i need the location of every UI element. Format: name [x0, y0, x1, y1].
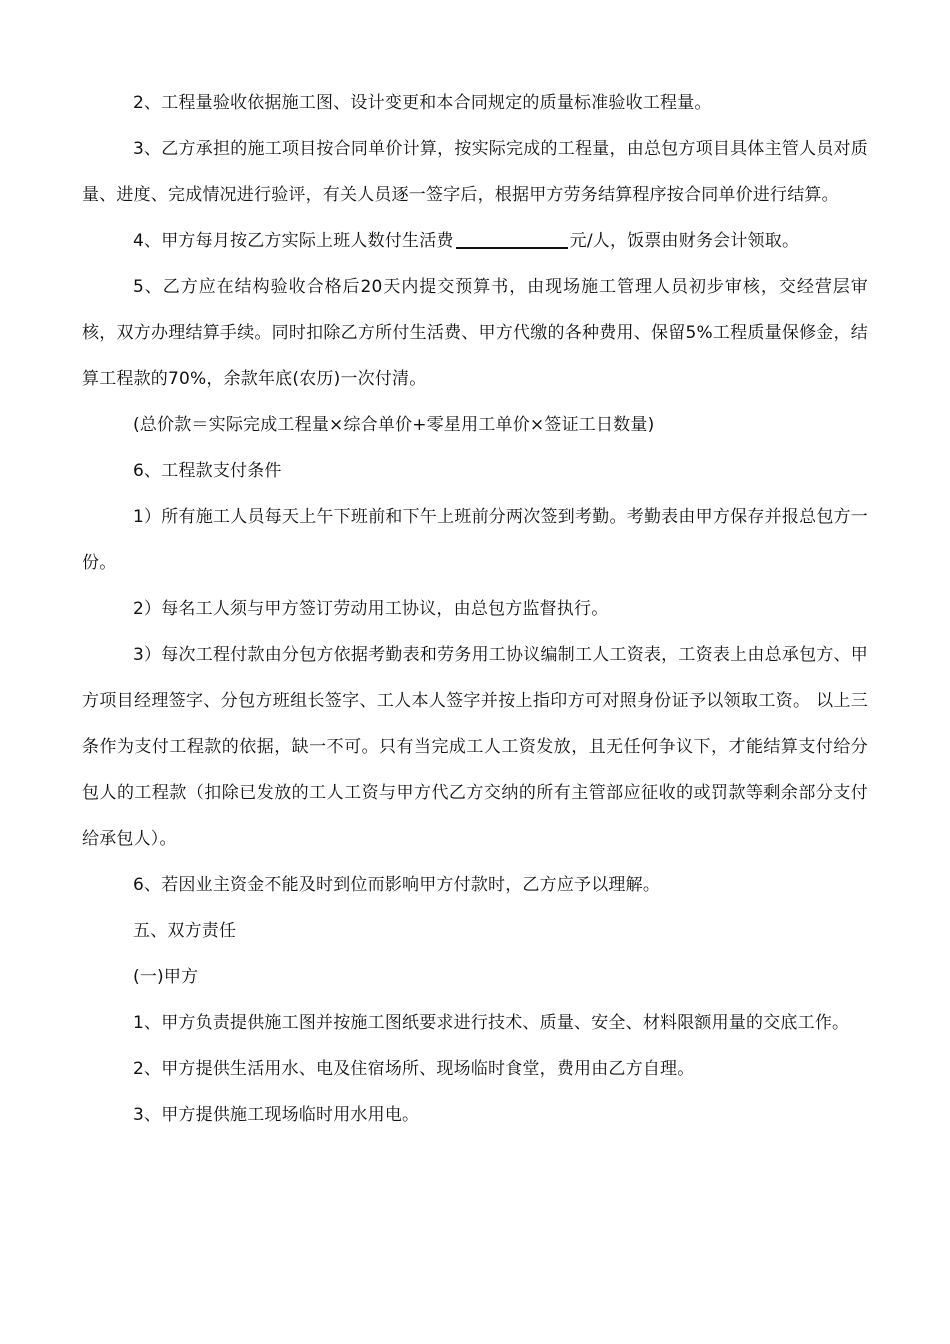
- living-allowance-text: 4、甲方每月按乙方实际上班人数付生活费: [133, 231, 454, 251]
- living-allowance-unit-text: 元/人，饭票由财务会计领取。: [569, 231, 800, 251]
- paragraph-site-utilities: 3、甲方提供施工现场临时用水用电。: [133, 1105, 420, 1125]
- paragraph-payroll: 3）每次工程付款由分包方依据考勤表和劳务用工协议编制工人工资表，工资表上由总承包方、甲方项目经理签字、分包方班组长签字、工人本人签字并按上指印方可对照身份证予以领取工资。 以上三条作为支付工程款的依据，缺一不可。只有当完成工人工资发放，且无任何争议下，才能结算支付给分包人的工程款（扣除已发放的工人工资与甲方代乙方交纳的所有主管部应征收的或罚款等剩余部分支付给承包人）。: [82, 645, 868, 849]
- subsection-heading-party-a: (一)甲方: [133, 967, 199, 987]
- paragraph-attendance: 1）所有施工人员每天上午下班前和下午上班前分两次签到考勤。考勤表由甲方保存并报总包方一份。: [82, 507, 868, 573]
- section-heading-responsibilities: 五、双方责任: [133, 921, 237, 941]
- paragraph-construction-drawings: 1、甲方负责提供施工图并按施工图纸要求进行技术、质量、安全、材料限额用量的交底工作。: [133, 1013, 850, 1033]
- paragraph-budget-settlement: 5、乙方应在结构验收合格后20天内提交预算书，由现场施工管理人员初步审核，交经营层审核，双方办理结算手续。同时扣除乙方所付生活费、甲方代缴的各种费用、保留5%工程质量保修金，结算工程款的70%，余款年底(农历)一次付清。: [82, 277, 868, 389]
- paragraph-acceptance-basis: 2、工程量验收依据施工图、设计变更和本合同规定的质量标准验收工程量。: [133, 93, 712, 113]
- paragraph-living-facilities: 2、甲方提供生活用水、电及住宿场所、现场临时食堂，费用由乙方自理。: [133, 1059, 695, 1079]
- paragraph-living-allowance: [82, 218, 868, 264]
- paragraph-unit-price-settlement: 3、乙方承担的施工项目按合同单价计算，按实际完成的工程量，由总包方项目具体主管人员对质量、进度、完成情况进行验评，有关人员逐一签字后，根据甲方劳务结算程序按合同单价进行结算。: [82, 139, 868, 205]
- paragraph-payment-conditions-heading: 6、工程款支付条件: [133, 461, 282, 481]
- paragraph-labor-agreement: 2）每名工人须与甲方签订劳动用工协议，由总包方监督执行。: [133, 599, 609, 619]
- paragraph-total-price-formula: (总价款＝实际完成工程量×综合单价+零星用工单价×签证工日数量): [133, 415, 655, 435]
- paragraph-owner-funds: 6、若因业主资金不能及时到位而影响甲方付款时，乙方应予以理解。: [133, 875, 661, 895]
- amount-blank-line: [456, 229, 568, 249]
